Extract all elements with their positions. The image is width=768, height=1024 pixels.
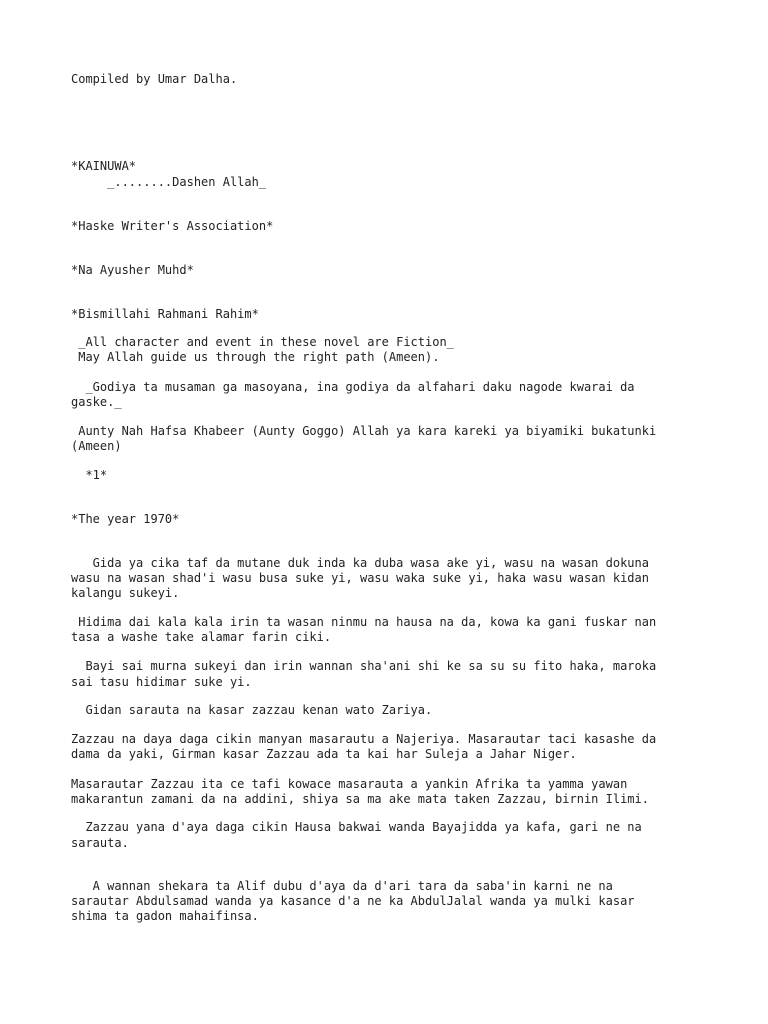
chapter-number: *1* (71, 468, 108, 482)
compiled-by-line: Compiled by Umar Dalha. (71, 72, 238, 86)
paragraph-line: sarauta. (71, 836, 129, 850)
dedication-line: *Na Ayusher Muhd* (71, 263, 194, 277)
proverb-line: gaske._ (71, 395, 122, 409)
paragraph-line: dama da yaki, Girman kasar Zazzau ada ta kai har Suleja a Jahar Niger. (71, 747, 577, 761)
paragraph-line: Bayi sai murna sukeyi dan irin wannan sha'ani shi ke sa su su fito haka, maroka (71, 659, 657, 673)
paragraph-line: wasu na wasan shad'i wasu busa suke yi, wasu waka suke yi, haka wasu wasan kidan (71, 571, 649, 585)
novel-title: *KAINUWA* (71, 159, 137, 173)
paragraph-line: sarautar Abdulsamad wanda ya kasance d'a ne ka AbdulJalal wanda ya mulki kasar (71, 894, 635, 908)
paragraph-line: shima ta gadon mahaifinsa. (71, 909, 259, 923)
paragraph-line: Gidan sarauta na kasar zazzau kenan wato Zariya. (71, 703, 433, 717)
thanks-line: Aunty Nah Hafsa Khabeer (Aunty Goggo) Allah ya kara kareki ya biyamiki bukatunki (71, 424, 657, 438)
paragraph-line: A wannan shekara ta Alif dubu d'aya da d'ari tara da saba'in karni ne na (71, 879, 613, 893)
paragraph-line: Hidima dai kala kala irin ta wasan ninmu na hausa na da, kowa ka gani fuskar nan (71, 615, 657, 629)
paragraph-line: Zazzau yana d'aya daga cikin Hausa bakwai wanda Bayajidda ya kafa, gari ne na (71, 820, 642, 834)
proverb-line: _Godiya ta musaman ga masoyana, ina godiya da alfahari daku nagode kwarai da (71, 380, 635, 394)
year-heading: *The year 1970* (71, 512, 180, 526)
paragraph-line: Zazzau na daya daga cikin manyan masarautu a Najeriya. Masarautar taci kasashe da (71, 732, 657, 746)
paragraph-line: Gida ya cika taf da mutane duk inda ka duba wasa ake yi, wasu na wasan dokuna (71, 556, 649, 570)
paragraph-line: makarantun zamani da na addini, shiya sa ma ake mata taken Zazzau, birnin Ilimi. (71, 792, 649, 806)
paragraph-line: kalangu sukeyi. (71, 586, 180, 600)
association-line: *Haske Writer's Association* (71, 219, 274, 233)
paragraph-line: tasa a washe take alamar farin ciki. (71, 630, 332, 644)
bismillah-line: *Bismillahi Rahmani Rahim* (71, 307, 259, 321)
thanks-line: (Ameen) (71, 439, 122, 453)
author-line: _........Dashen Allah_ (71, 175, 267, 189)
paragraph-line: Masarautar Zazzau ita ce tafi kowace masarauta a yankin Afrika ta yamma yawan (71, 777, 628, 791)
disclaimer-line: May Allah guide us through the right path (Ameen). (71, 350, 440, 364)
disclaimer-line: _All character and event in these novel are Fiction_ (71, 335, 454, 349)
paragraph-line: sai tasu hidimar suke yi. (71, 675, 252, 689)
